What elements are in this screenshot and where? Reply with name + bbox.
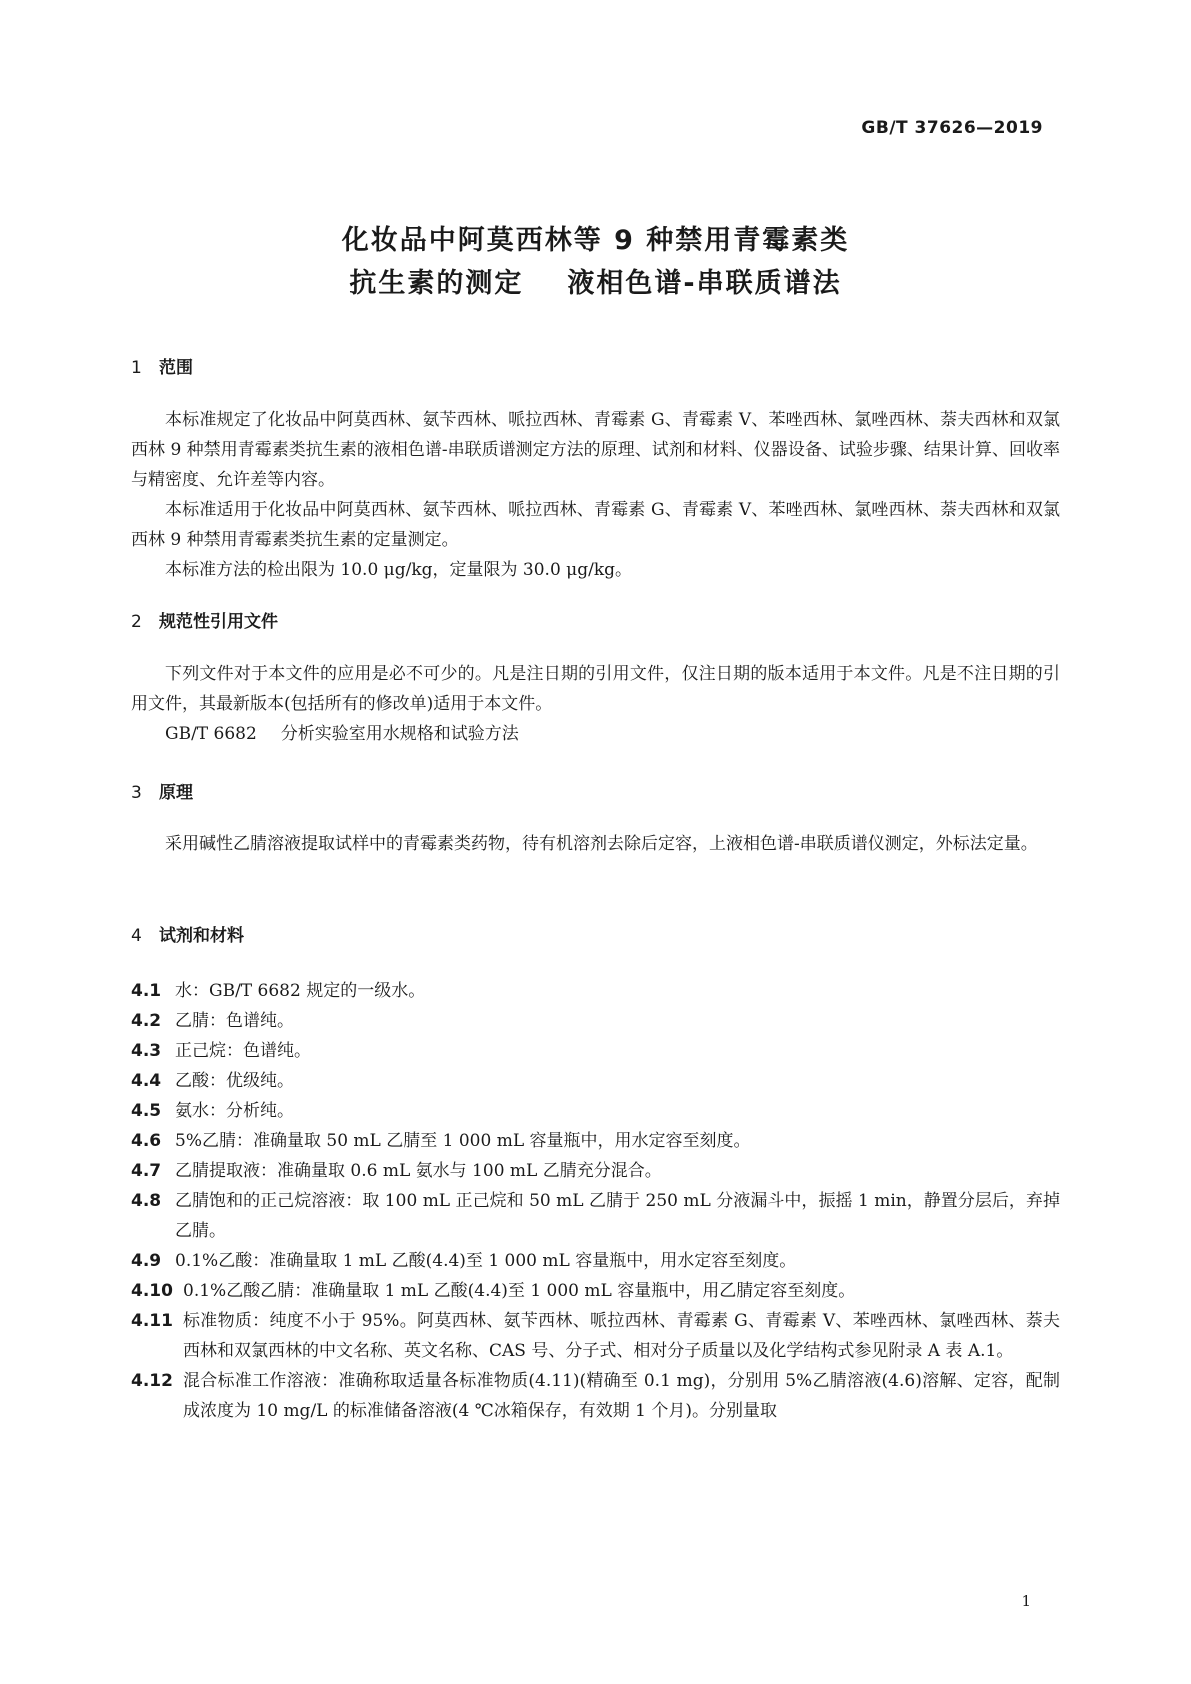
reference-code: GB/T 6682 (165, 724, 257, 744)
item-text: 0.1%乙酸：准确量取 1 mL 乙酸(4.4)至 1 000 mL 容量瓶中，用水定容至刻度。 (175, 1251, 797, 1271)
list-item (131, 1066, 1060, 1096)
section-4-body (131, 976, 1060, 1426)
item-number: 4.12 (131, 1371, 173, 1391)
title-part-b: 液相色谱-串联质谱法 (567, 268, 842, 299)
reference-title: 分析实验室用水规格和试验方法 (280, 724, 519, 744)
item-text: 乙酸：优级纯。 (175, 1071, 294, 1091)
paragraph: 本标准规定了化妆品中阿莫西林、氨苄西林、哌拉西林、青霉素 G、青霉素 V、苯唑西林、氯唑西林、萘夫西林和双氯西林 9 种禁用青霉素类抗生素的液相色谱-串联质谱测定方法的原理、试剂和材料、仪器设备、试验步骤、结果计算、回收率与精密度、允许差等内容。 (131, 410, 1060, 490)
section-number: 4 (131, 926, 142, 946)
item-number: 4.4 (131, 1071, 162, 1091)
section-2-body (131, 659, 1060, 749)
paragraph: 采用碱性乙腈溶液提取试样中的青霉素类药物，待有机溶剂去除后定容，上液相色谱-串联质谱仪测定，外标法定量。 (165, 834, 1038, 854)
item-number: 4.1 (131, 981, 162, 1001)
item-number: 4.10 (131, 1281, 173, 1301)
section-2-heading (131, 607, 278, 632)
item-text: 标准物质：纯度不小于 95%。阿莫西林、氨苄西林、哌拉西林、青霉素 G、青霉素 V、苯唑西林、氯唑西林、萘夫西林和双氯西林的中文名称、英文名称、CAS 号、分子式、相对分子质量以及化学结构式参见附录 A 表 A.1。 (183, 1311, 1060, 1361)
item-number: 4.2 (131, 1011, 162, 1031)
title-part-a: 抗生素的测定 (349, 268, 524, 299)
section-1-body (131, 405, 1060, 585)
list-item (131, 1246, 1060, 1276)
item-number: 4.5 (131, 1101, 162, 1121)
item-number: 4.8 (131, 1191, 162, 1211)
item-text: 正己烷：色谱纯。 (175, 1041, 311, 1061)
list-item (131, 1036, 1060, 1066)
section-1-heading (131, 353, 193, 378)
list-item (131, 1126, 1060, 1156)
item-number: 4.6 (131, 1131, 162, 1151)
section-3-heading (131, 778, 193, 803)
section-number: 1 (131, 358, 142, 378)
list-item (131, 1186, 1060, 1246)
item-text: 0.1%乙酸乙腈：准确量取 1 mL 乙酸(4.4)至 1 000 mL 容量瓶中，用乙腈定容至刻度。 (183, 1281, 856, 1301)
section-3-body (131, 829, 1060, 859)
list-item (131, 976, 1060, 1006)
item-text: 乙腈提取液：准确量取 0.6 mL 氨水与 100 mL 乙腈充分混合。 (175, 1161, 662, 1181)
item-text: 混合标准工作溶液：准确称取适量各标准物质(4.11)(精确至 0.1 mg)，分别用 5%乙腈溶液(4.6)溶解、定容，配制成浓度为 10 mg/L 的标准储备溶液(4 ℃冰箱保存，有效期 1 个月)。分别量取 (183, 1371, 1060, 1421)
list-item (131, 1276, 1060, 1306)
list-item (131, 1006, 1060, 1036)
paragraph: 下列文件对于本文件的应用是必不可少的。凡是注日期的引用文件，仅注日期的版本适用于本文件。凡是不注日期的引用文件，其最新版本(包括所有的修改单)适用于本文件。 (131, 664, 1060, 714)
section-number: 2 (131, 612, 142, 632)
item-number: 4.7 (131, 1161, 162, 1181)
document-title-line2 (0, 261, 1191, 300)
list-item (131, 1306, 1060, 1366)
list-item (131, 1156, 1060, 1186)
section-title: 试剂和材料 (159, 926, 244, 946)
standard-code: GB/T 37626—2019 (861, 118, 1043, 138)
paragraph: 本标准方法的检出限为 10.0 μg/kg，定量限为 30.0 μg/kg。 (165, 560, 633, 580)
list-item (131, 1096, 1060, 1126)
item-text: 乙腈：色谱纯。 (175, 1011, 294, 1031)
section-title: 范围 (159, 358, 193, 378)
section-number: 3 (131, 783, 142, 803)
page-number: 1 (1021, 1592, 1031, 1610)
item-text: 水：GB/T 6682 规定的一级水。 (175, 981, 426, 1001)
normative-reference (131, 719, 1060, 749)
section-title: 原理 (159, 783, 193, 803)
list-item (131, 1366, 1060, 1426)
document-title-line1: 化妆品中阿莫西林等 9 种禁用青霉素类 (341, 225, 850, 256)
section-title: 规范性引用文件 (159, 612, 278, 632)
section-4-heading (131, 921, 244, 946)
paragraph: 本标准适用于化妆品中阿莫西林、氨苄西林、哌拉西林、青霉素 G、青霉素 V、苯唑西林、氯唑西林、萘夫西林和双氯西林 9 种禁用青霉素类抗生素的定量测定。 (131, 500, 1060, 550)
item-number: 4.11 (131, 1311, 173, 1331)
item-text: 氨水：分析纯。 (175, 1101, 294, 1121)
item-number: 4.9 (131, 1251, 162, 1271)
item-text: 5%乙腈：准确量取 50 mL 乙腈至 1 000 mL 容量瓶中，用水定容至刻度。 (175, 1131, 751, 1151)
item-number: 4.3 (131, 1041, 162, 1061)
item-text: 乙腈饱和的正己烷溶液：取 100 mL 正己烷和 50 mL 乙腈于 250 mL 分液漏斗中，振摇 1 min，静置分层后，弃掉乙腈。 (175, 1191, 1060, 1241)
